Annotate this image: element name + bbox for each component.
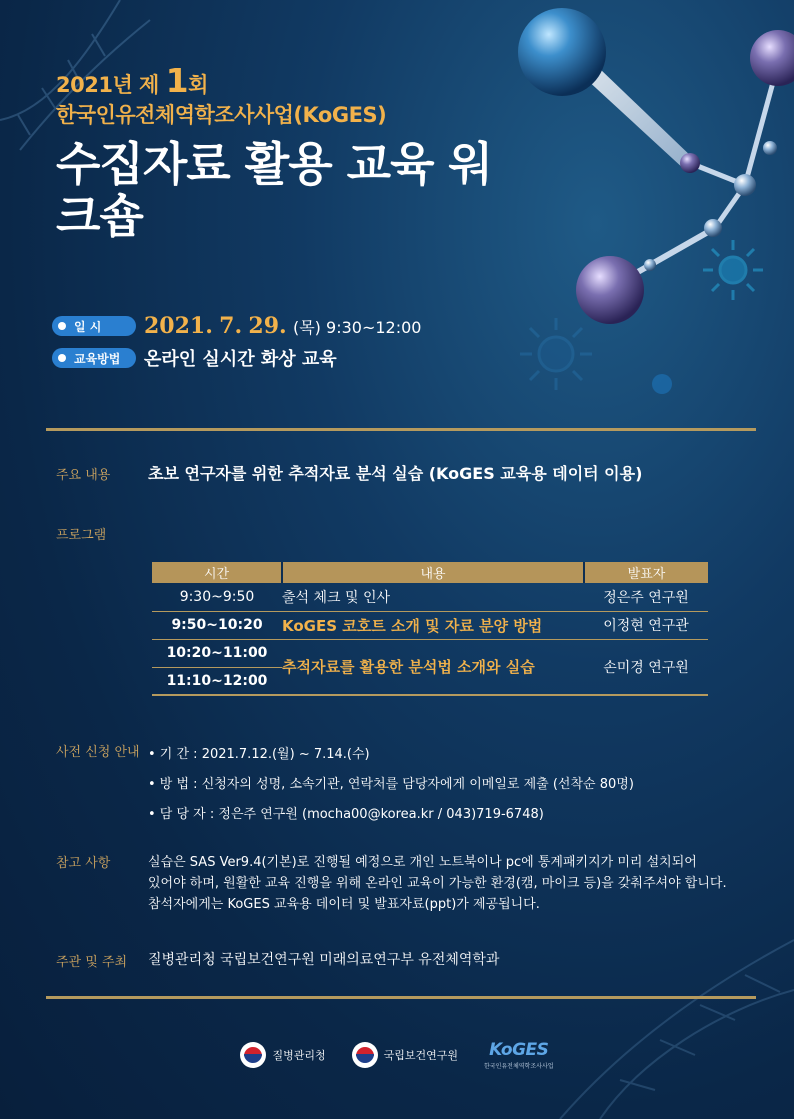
table-row bbox=[152, 639, 708, 667]
pill-dot-icon bbox=[58, 354, 66, 362]
edition-line bbox=[56, 61, 526, 100]
program-table-header bbox=[152, 562, 708, 583]
notes-text bbox=[148, 852, 758, 915]
pill-dot-icon bbox=[58, 322, 66, 330]
table-row bbox=[152, 583, 708, 611]
row-time: 10:20~11:00 bbox=[152, 639, 282, 667]
date-value bbox=[144, 313, 421, 339]
divider-bottom bbox=[46, 996, 756, 999]
koges-logo-sub: 한국인유전체역학조사사업 bbox=[483, 1063, 554, 1070]
date-month: 7. bbox=[219, 313, 243, 339]
footer-logos bbox=[0, 1040, 794, 1070]
apply-contact: • 담 당 자 : 정은주 연구원 (mocha00@korea.kr / 043)719-6748) bbox=[148, 807, 544, 822]
edition-text: 2021년 제 bbox=[56, 73, 159, 97]
method-label: 교육방법 bbox=[74, 351, 121, 366]
row-presenter: 손미경 연구원 bbox=[584, 639, 708, 695]
table-row bbox=[152, 611, 708, 639]
main-content-label: 주요 내용 bbox=[56, 468, 111, 483]
edition-suffix: 회 bbox=[188, 73, 208, 97]
host-text: 질병관리청 국립보건연구원 미래의료연구부 유전체역학과 bbox=[148, 952, 500, 968]
notes-line: 참석자에게는 KoGES 교육용 데이터 및 발표자료(ppt)가 제공됩니다. bbox=[148, 897, 540, 912]
dna-helix-bottom bbox=[560, 940, 794, 1119]
koges-logo bbox=[484, 1040, 554, 1070]
kdca-logo bbox=[240, 1042, 325, 1068]
date-label: 일 시 bbox=[74, 319, 102, 334]
row-presenter: 정은주 연구원 bbox=[584, 583, 708, 611]
date-row bbox=[52, 310, 421, 342]
notes-line: 실습은 SAS Ver9.4(기본)로 진행될 예정으로 개인 노트북이나 pc에 통계패키지가 미리 설치되어 bbox=[148, 855, 697, 870]
row-time: 11:10~12:00 bbox=[152, 667, 282, 695]
nih-logo bbox=[352, 1042, 458, 1068]
col-content-header: 내용 bbox=[282, 562, 584, 583]
row-content: 추적자료를 활용한 분석법 소개와 실습 bbox=[282, 639, 584, 695]
apply-period: • 기 간 : 2021.7.12.(월) ~ 7.14.(수) bbox=[148, 747, 370, 762]
edition-number: 1 bbox=[165, 61, 189, 100]
virus-decoration-2 bbox=[520, 318, 592, 390]
col-time-header: 시간 bbox=[152, 562, 282, 583]
date-label-pill bbox=[52, 316, 136, 336]
row-time: 9:50~10:20 bbox=[152, 611, 282, 639]
row-content: 출석 체크 및 인사 bbox=[282, 583, 584, 611]
notes-line: 있어야 하며, 원활한 교육 진행을 위해 온라인 교육이 가능한 환경(캠, 마이크 등)을 갖춰주셔야 합니다. bbox=[148, 876, 727, 891]
koges-logo-text: KoGES bbox=[489, 1040, 549, 1060]
method-label-pill bbox=[52, 348, 136, 368]
header bbox=[56, 61, 526, 243]
org2-name: 국립보건연구원 bbox=[383, 1049, 458, 1062]
date-year: 2021. bbox=[144, 313, 213, 339]
program-label: 프로그램 bbox=[56, 528, 107, 543]
date-day: 29. bbox=[248, 313, 287, 339]
virus-decoration bbox=[703, 240, 763, 300]
main-content-text: 초보 연구자를 위한 추적자료 분석 실습 (KoGES 교육용 데이터 이용) bbox=[148, 464, 643, 483]
divider-top bbox=[46, 428, 756, 431]
notes-label: 참고 사항 bbox=[56, 856, 111, 871]
col-presenter-header: 발표자 bbox=[584, 562, 708, 583]
org1-name: 질병관리청 bbox=[272, 1049, 326, 1062]
row-presenter: 이정현 연구관 bbox=[584, 611, 708, 639]
apply-info bbox=[148, 740, 634, 830]
apply-method: • 방 법 : 신청자의 성명, 소속기관, 연락처를 담당자에게 이메일로 제출 (선착순 80명) bbox=[148, 777, 634, 792]
program-table bbox=[152, 562, 708, 696]
host-label: 주관 및 주최 bbox=[56, 955, 128, 970]
apply-label: 사전 신청 안내 bbox=[56, 745, 140, 760]
date-weekday-time: (목) 9:30~12:00 bbox=[292, 318, 422, 337]
page-title: 수집자료 활용 교육 워크숍 bbox=[56, 137, 492, 243]
method-value: 온라인 실시간 화상 교육 bbox=[144, 349, 337, 370]
row-time: 9:30~9:50 bbox=[152, 583, 282, 611]
row-content: KoGES 코호트 소개 및 자료 분양 방법 bbox=[282, 611, 584, 639]
project-name: 한국인유전체역학조사사업(KoGES) bbox=[56, 103, 387, 127]
event-meta bbox=[52, 310, 421, 374]
taegeuk-icon bbox=[352, 1042, 378, 1068]
taegeuk-icon bbox=[240, 1042, 266, 1068]
method-row bbox=[52, 342, 421, 374]
